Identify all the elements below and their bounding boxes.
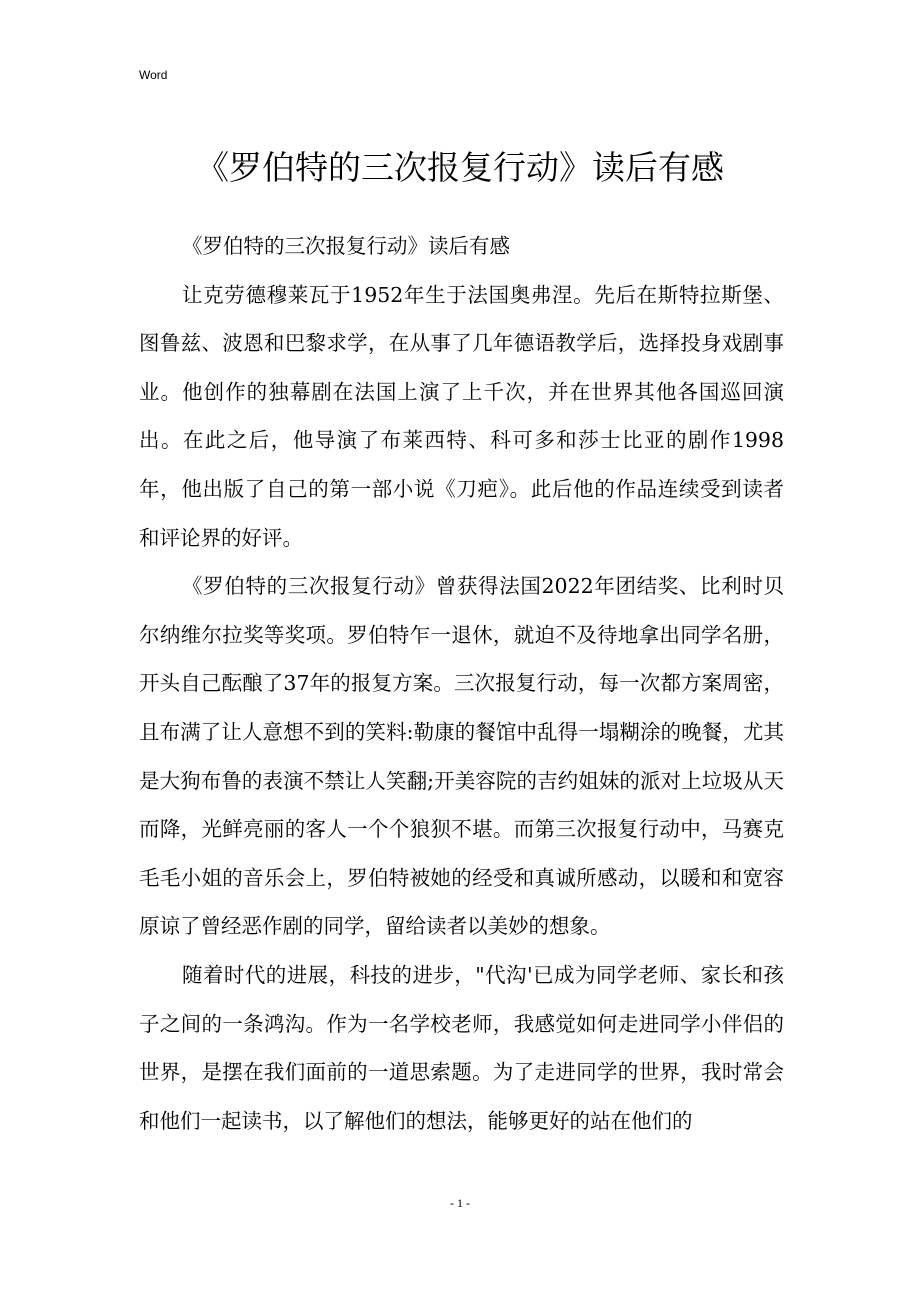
document-title: 《罗伯特的三次报复行动》读后有感 [196, 148, 724, 187]
document-body [139, 222, 784, 1145]
paragraph: 《罗伯特的三次报复行动》曾获得法国2022年团结奖、比利时贝尔纳维尔拉奖等奖项。罗伯特乍一退休，就迫不及待地拿出同学名册，开头自己酝酿了37年的报复方案。三次报复行动，每一次都方案周密，且布满了让人意想不到的笑料:勒康的餐馆中乱得一塌糊涂的晚餐，尤其是大狗布鲁的表演不禁让人笑翻;开美容院的吉约姐妹的派对上垃圾从天而降，光鲜亮丽的客人一个个狼狈不堪。而第三次报复行动中，马赛克毛毛小姐的音乐会上，罗伯特被她的经受和真诚所感动，以暖和和宽容原谅了曾经恶作剧的同学，留给读者以美妙的想象。 [139, 574, 784, 939]
paragraph: 让克劳德穆莱瓦于1952年生于法国奥弗涅。先后在斯特拉斯堡、图鲁兹、波恩和巴黎求学，在从事了几年德语教学后，选择投身戏剧事业。他创作的独幕剧在法国上演了上千次，并在世界其他各国巡回演出。在此之后，他导演了布莱西特、科可多和莎士比亚的剧作1998年，他出版了自己的第一部小说《刀疤》。此后他的作品连续受到读者和评论界的好评。 [139, 282, 784, 550]
paragraph: 《罗伯特的三次报复行动》读后有感 [182, 234, 510, 258]
paragraph: 随着时代的进展，科技的进步，"代沟'已成为同学老师、家长和孩子之间的一条鸿沟。作为一名学校老师，我感觉如何走进同学小伴侣的世界，是摆在我们面前的一道思索题。为了走进同学的世界，我时常会和他们一起读书，以了解他们的想法，能够更好的站在他们的 [139, 962, 784, 1133]
page-number: - 1 - [450, 1196, 470, 1210]
header-label: Word [139, 68, 168, 82]
